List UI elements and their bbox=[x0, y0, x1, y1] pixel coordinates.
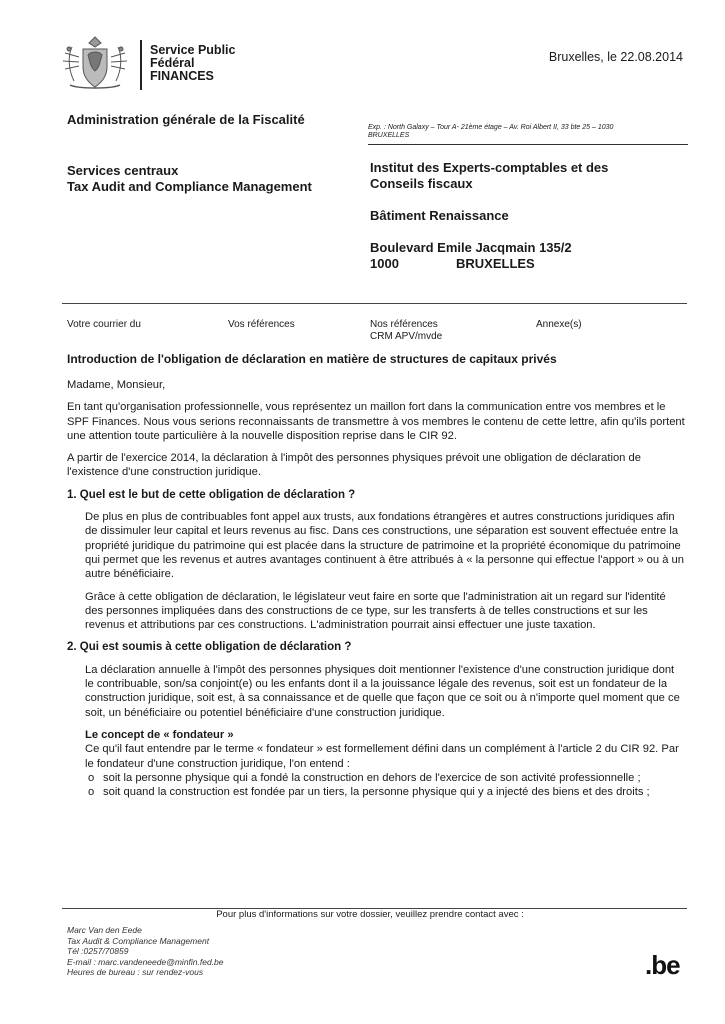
contact-department: Tax Audit & Compliance Management bbox=[67, 935, 210, 946]
contact-phone: Tél :0257/70859 bbox=[67, 946, 129, 956]
letter-subject: Introduction de l'obligation de déclaration en matière de structures de capitaux privés bbox=[67, 352, 557, 366]
services-line-2: Tax Audit and Compliance Management bbox=[67, 179, 312, 194]
concept-fondateur-paragraph: Ce qu'il faut entendre par le terme « fondateur » est formellement défini dans un complément à l'article 2 du CIR 92. Par le fondateur d'une construction juridique, l'on entend : bbox=[85, 743, 679, 770]
organisation-name bbox=[150, 44, 235, 83]
header-separator bbox=[62, 303, 687, 304]
ref-nos-references bbox=[370, 319, 442, 343]
letter-date: Bruxelles, le 22.08.2014 bbox=[548, 50, 683, 64]
org-line-2: Fédéral bbox=[150, 56, 195, 70]
list-item bbox=[85, 785, 685, 799]
contact-email: E-mail : marc.vandeneede@minfin.fed.be bbox=[67, 956, 224, 967]
sender-administration: Administration générale de la Fiscalité bbox=[67, 112, 305, 127]
be-logo: .be bbox=[645, 950, 680, 980]
return-address-rule bbox=[368, 144, 688, 145]
recipient-building: Bâtiment Renaissance bbox=[370, 208, 509, 223]
nos-references-label: Nos références bbox=[370, 319, 438, 330]
bullet-text: soit la personne physique qui a fondé la construction en dehors de l'exercice de son activité professionnelle ; bbox=[103, 771, 641, 784]
nos-references-value: CRM APV/mvde bbox=[370, 331, 443, 342]
ref-votre-courrier: Votre courrier du bbox=[67, 319, 141, 330]
recipient-street: Boulevard Emile Jacqmain 135/2 bbox=[370, 240, 572, 255]
footer-info: Pour plus d'informations sur votre dossier, veuillez prendre contact avec : bbox=[216, 909, 524, 920]
services-line-1: Services centraux bbox=[67, 163, 179, 178]
belgian-coat-of-arms-icon bbox=[60, 33, 130, 95]
recipient-city: BRUXELLES bbox=[456, 256, 535, 271]
exp-line-1: Exp. : North Galaxy – Tour A- 21ème étage – Av. Roi Albert II, 33 bte 25 – 1030 bbox=[368, 124, 614, 131]
letterhead-divider bbox=[140, 40, 142, 90]
fondateur-bullet-list bbox=[85, 771, 685, 800]
bullet-marker: o bbox=[88, 786, 95, 799]
letter-body bbox=[67, 378, 685, 799]
list-item bbox=[85, 771, 685, 785]
question-2-heading: 2. Qui est soumis à cette obligation de déclaration ? bbox=[67, 641, 352, 654]
bullet-marker: o bbox=[88, 771, 95, 784]
ref-annexes: Annexe(s) bbox=[536, 319, 582, 330]
question-1-heading: 1. Quel est le but de cette obligation de déclaration ? bbox=[67, 488, 356, 501]
recipient-name-2: Conseils fiscaux bbox=[370, 176, 473, 191]
sender-return-address bbox=[368, 124, 668, 140]
org-line-1: Service Public bbox=[150, 43, 236, 57]
question-2-paragraph-1: La déclaration annuelle à l'impôt des personnes physiques doit mentionner l'existence d'une construction juridique dont le contribuable, son/sa conjoint(e) ou les enfants dont il a la jouissance légale des revenus, soit est un fondateur de la construction juridique, soit est, à sa connaissance et de quelle que façon que ce soit ou à n'importe quel moment que ce soit, un bénéficiaire ou potentiel bénéficiaire d'une construction juridique. bbox=[85, 663, 680, 719]
paragraph-2: A partir de l'exercice 2014, la déclaration à l'impôt des personnes physiques prévoit une obligation de déclaration de l'existence d'une construction juridique. bbox=[67, 452, 641, 479]
salutation: Madame, Monsieur, bbox=[67, 379, 166, 391]
question-1-paragraph-1: De plus en plus de contribuables font appel aux trusts, aux fondations étrangères et autres constructions juridiques afin de dissimuler leur capital et leurs revenus au fisc. Dans ces constructions, une séparation est souvent effectuée entre la propriété juridique du patrimoine qui est placée dans la structure de patrimoine et la propriété économique du patrimoine qui permet que les revenus et autres avantages continuent à être attribués à « la personne qui effectue l'apport » ou à un autre bénéficiaire. bbox=[85, 511, 684, 581]
paragraph-1: En tant qu'organisation professionnelle, vous représentez un maillon fort dans la communication entre vos membres et le SPF Finances. Nous vous serions reconnaissants de transmettre à vos membres le contenu de cette lettre, afin qu'ils portent une attention toute particulière à la nouvelle disposition reprise dans le CIR 92. bbox=[67, 401, 685, 442]
contact-name: Marc Van den Eede bbox=[67, 925, 142, 935]
sender-services bbox=[67, 163, 367, 195]
question-1-paragraph-2: Grâce à cette obligation de déclaration, le législateur veut faire en sorte que l'administration ait un regard sur l'identité des personnes impliquées dans des constructions de ce type, sur les transferts à de telles constructions et sur les revenus et attributions par ces constructions. L'administration pourrait ainsi effectuer une juste taxation. bbox=[85, 590, 666, 632]
exp-line-2: BRUXELLES bbox=[368, 132, 410, 139]
org-line-3: FINANCES bbox=[150, 69, 214, 83]
contact-hours: Heures de bureau : sur rendez-vous bbox=[67, 967, 204, 977]
concept-fondateur-title: Le concept de « fondateur » bbox=[85, 728, 234, 741]
bullet-text: soit quand la construction est fondée par un tiers, la personne physique qui y a injecté des biens et des droits ; bbox=[103, 786, 650, 799]
recipient-zip: 1000 bbox=[370, 256, 399, 271]
ref-vos-references: Vos références bbox=[228, 319, 295, 330]
recipient-city-row bbox=[370, 256, 690, 272]
contact-block bbox=[67, 925, 224, 978]
recipient-name-1: Institut des Experts-comptables et des bbox=[370, 160, 609, 175]
recipient-address bbox=[370, 160, 690, 272]
